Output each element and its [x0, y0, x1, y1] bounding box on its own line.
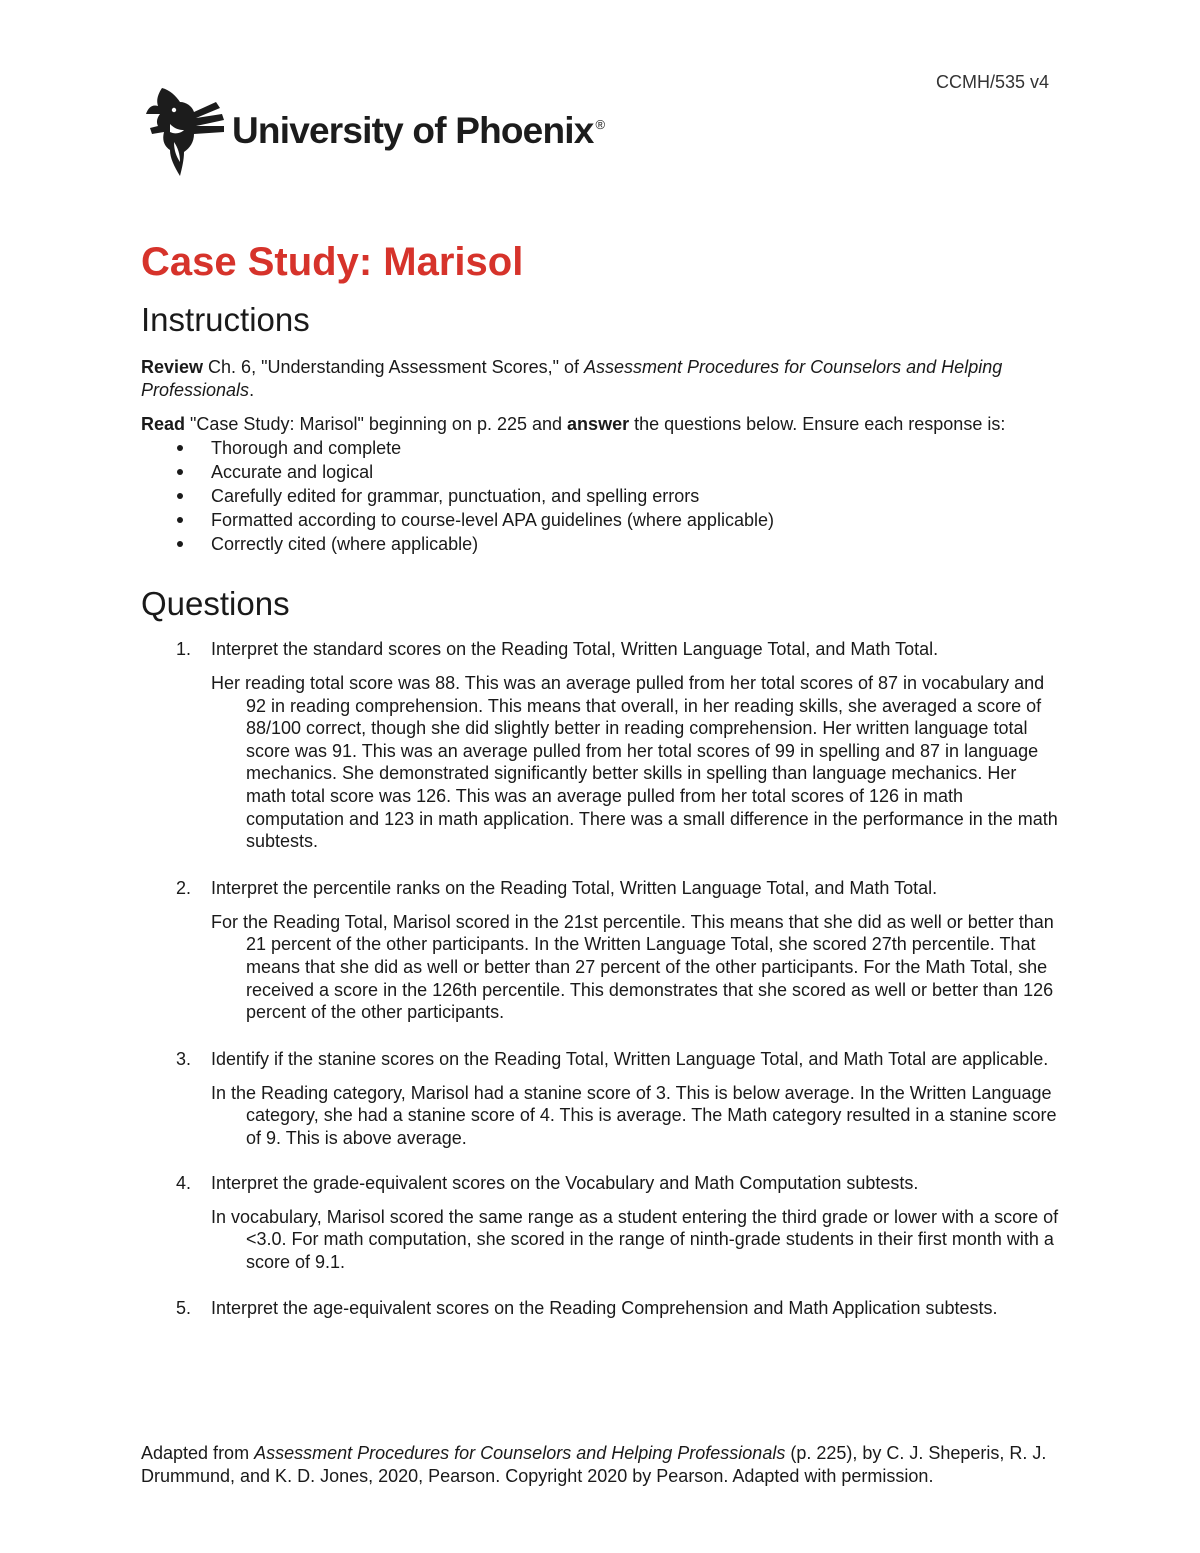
instructions-heading: Instructions [141, 301, 310, 338]
read-text: "Case Study: Marisol" beginning on p. 225 and [185, 414, 568, 434]
review-label: Review [141, 357, 204, 377]
answer-text: For the Reading Total, Marisol scored in the 21st percentile. This means that she did as well or better than 21 percent of the other participants. In the Written Language Total, she scored 27th percentile. That means that she did as well or better than 27 percent of the other participants. For the Math Total, she received a score in the 126th percentile. This demonstrates that she scored as well or better than 126 percent of the other participants. [211, 911, 1054, 1023]
question-text: Interpret the standard scores on the Reading Total, Written Language Total, and Math Total. [211, 639, 939, 659]
answer-text: In vocabulary, Marisol scored the same range as a student entering the third grade or lower with a score of <3.0. For math computation, she scored in the range of ninth-grade students in their first month with a score of 9.1. [211, 1206, 1059, 1272]
question-item [141, 638, 1061, 853]
question-number: 5. [176, 1298, 192, 1319]
read-label: Read [141, 414, 186, 434]
question-text: Interpret the age-equivalent scores on the Reading Comprehension and Math Application subtests. [211, 1298, 998, 1319]
phoenix-bird-icon [140, 84, 230, 180]
criteria-item: Formatted according to course-level APA guidelines (where applicable) [141, 508, 1061, 532]
question-item [141, 877, 1061, 1024]
read-text-end: the questions below. Ensure each response is: [629, 414, 1006, 434]
logo-wordmark [232, 110, 604, 152]
review-book-title: Assessment Procedures for Counselors and Helping Professionals [141, 357, 1003, 400]
answer-label: answer [567, 414, 630, 434]
review-text-end: . [249, 380, 255, 400]
course-code: CCMH/535 v4 [936, 72, 1050, 92]
page-title: Case Study: Marisol [141, 240, 524, 284]
questions-list [141, 638, 1061, 1320]
footer-book-title: Assessment Procedures for Counselors and Helping Professionals [254, 1443, 786, 1463]
footer-text: Adapted from [141, 1443, 255, 1463]
question-number: 2. [176, 877, 192, 898]
question-number: 1. [176, 639, 192, 659]
logo-wordmark-text: University of Phoenix [232, 110, 594, 151]
questions-heading: Questions [141, 585, 290, 622]
question-number: 4. [176, 1172, 192, 1193]
review-paragraph [141, 356, 1061, 402]
document-content [141, 238, 1061, 1320]
citation-footer [141, 1442, 1051, 1488]
criteria-item: Accurate and logical [141, 460, 1061, 484]
criteria-item: Thorough and complete [141, 436, 1061, 460]
question-text: Interpret the percentile ranks on the Reading Total, Written Language Total, and Math Total. [211, 877, 938, 898]
review-text: Ch. 6, "Understanding Assessment Scores," of [203, 357, 585, 377]
question-item [141, 1297, 1061, 1320]
footer-text-end: (p. 225), by C. J. Sheperis, R. J. Drummund, and K. D. Jones, 2020, Pearson. Copyright 2020 by Pearson. Adapted with permission. [141, 1443, 1047, 1486]
question-text: Interpret the grade-equivalent scores on the Vocabulary and Math Computation subtests. [211, 1172, 919, 1193]
question-text: Identify if the stanine scores on the Reading Total, Written Language Total, and Math Total are applicable. [211, 1048, 1049, 1069]
question-number: 3. [176, 1048, 192, 1069]
question-item [141, 1172, 1061, 1274]
answer-text: In the Reading category, Marisol had a stanine score of 3. This is below average. In the Written Language category, she had a stanine score of 4. This is average. The Math category resulted in a stanine score of 9. This is above average. [211, 1082, 1057, 1148]
university-logo [140, 84, 605, 180]
answer-text: Her reading total score was 88. This was an average pulled from her total scores of 87 in vocabulary and 92 in reading comprehension. This means that overall, in her reading skills, she averaged a score of 88/100 correct, though she did slightly better in reading comprehension. Her written language total score was 91. This was an average pulled from her total scores of 99 in spelling and 87 in language mechanics. She demonstrated significantly better skills in spelling than language mechanics. Her math total score was 126. This was an average pulled from her total scores of 126 in math computation and 123 in math application. There was a small difference in the performance in the math subtests. [211, 673, 1058, 852]
read-paragraph [141, 413, 1061, 436]
criteria-item: Carefully edited for grammar, punctuation, and spelling errors [141, 484, 1061, 508]
registered-mark: ® [595, 117, 605, 132]
criteria-list [141, 436, 1061, 556]
criteria-item: Correctly cited (where applicable) [141, 532, 1061, 556]
question-item [141, 1048, 1061, 1150]
